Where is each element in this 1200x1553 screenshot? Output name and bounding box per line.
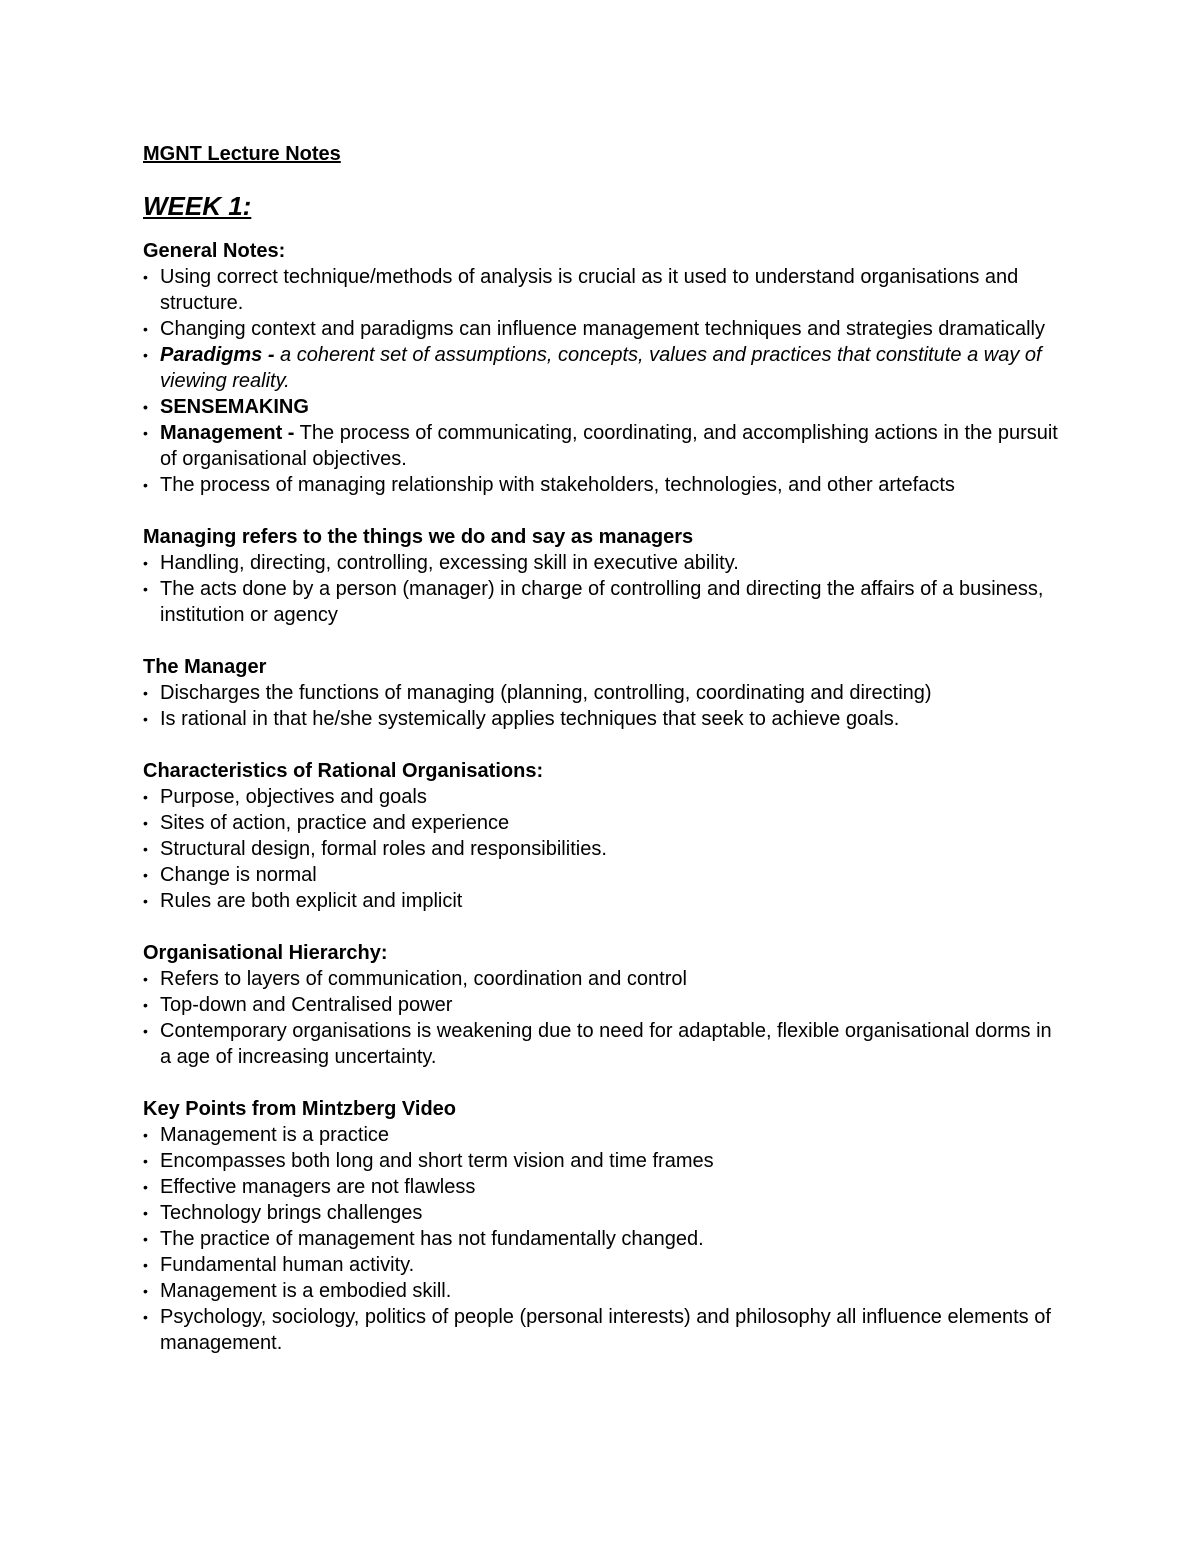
- list-item: • Encompasses both long and short term vision and time frames: [143, 1148, 1063, 1174]
- list-item: • Structural design, formal roles and responsibilities.: [143, 836, 1063, 862]
- mintzberg-heading: Key Points from Mintzberg Video: [143, 1098, 456, 1120]
- mintzberg-section: [143, 1096, 1063, 1356]
- rational-organisations-heading: Characteristics of Rational Organisations:: [143, 760, 544, 782]
- list-item: • Fundamental human activity.: [143, 1252, 1063, 1278]
- list-item-paradigms: [143, 342, 1063, 394]
- list-item: • The process of managing relationship with stakeholders, technologies, and other artefacts: [143, 472, 1063, 498]
- hierarchy-section: [143, 940, 1063, 1070]
- list-item-sensemaking: • SENSEMAKING: [143, 394, 1063, 420]
- general-notes-section: [143, 238, 1063, 498]
- managing-heading: Managing refers to the things we do and say as managers: [143, 526, 694, 548]
- list-item: • Top-down and Centralised power: [143, 992, 1063, 1018]
- document-title: MGNT Lecture Notes: [143, 143, 341, 165]
- list-item: • The practice of management has not fundamentally changed.: [143, 1226, 1063, 1252]
- list-item: • Is rational in that he/she systemically applies techniques that seek to achieve goals.: [143, 706, 1063, 732]
- list-item-management: [143, 420, 1063, 472]
- manager-list: [143, 680, 1063, 732]
- week-heading: WEEK 1:: [143, 191, 252, 221]
- rational-organisations-section: [143, 758, 1063, 914]
- general-notes-list: [143, 264, 1063, 498]
- list-item: • Changing context and paradigms can influence management techniques and strategies dramatically: [143, 316, 1063, 342]
- list-item: • Refers to layers of communication, coordination and control: [143, 966, 1063, 992]
- managing-list: [143, 550, 1063, 628]
- list-item: • Management is a practice: [143, 1122, 1063, 1148]
- list-item: • Rules are both explicit and implicit: [143, 888, 1063, 914]
- paradigms-definition: a coherent set of assumptions, concepts, values and practices that constitute a way of viewing reality.: [160, 344, 1042, 392]
- rational-organisations-list: [143, 784, 1063, 914]
- list-item: • Handling, directing, controlling, excessing skill in executive ability.: [143, 550, 1063, 576]
- hierarchy-list: [143, 966, 1063, 1070]
- mintzberg-list: [143, 1122, 1063, 1356]
- list-item: • Contemporary organisations is weakening due to need for adaptable, flexible organisational dorms in a age of increasing uncertainty.: [143, 1018, 1063, 1070]
- management-definition: The process of communicating, coordinating, and accomplishing actions in the pursuit of organisational objectives.: [160, 422, 1058, 470]
- list-item: • The acts done by a person (manager) in charge of controlling and directing the affairs of a business, institution or agency: [143, 576, 1063, 628]
- general-notes-heading: General Notes:: [143, 240, 286, 262]
- list-item: • Using correct technique/methods of analysis is crucial as it used to understand organisations and structure.: [143, 264, 1063, 316]
- list-item: • Purpose, objectives and goals: [143, 784, 1063, 810]
- management-term: Management -: [160, 422, 295, 444]
- paradigms-term: Paradigms -: [160, 344, 275, 366]
- list-item: • Sites of action, practice and experience: [143, 810, 1063, 836]
- list-item: • Change is normal: [143, 862, 1063, 888]
- list-item: • Technology brings challenges: [143, 1200, 1063, 1226]
- list-item: • Discharges the functions of managing (planning, controlling, coordinating and directing): [143, 680, 1063, 706]
- list-item: • Effective managers are not flawless: [143, 1174, 1063, 1200]
- managing-section: [143, 524, 1063, 628]
- list-item: • Psychology, sociology, politics of people (personal interests) and philosophy all influence elements of management.: [143, 1304, 1063, 1356]
- document-content: [143, 140, 1063, 1382]
- hierarchy-heading: Organisational Hierarchy:: [143, 942, 388, 964]
- list-item: • Management is a embodied skill.: [143, 1278, 1063, 1304]
- manager-section: [143, 654, 1063, 732]
- manager-heading: The Manager: [143, 656, 267, 678]
